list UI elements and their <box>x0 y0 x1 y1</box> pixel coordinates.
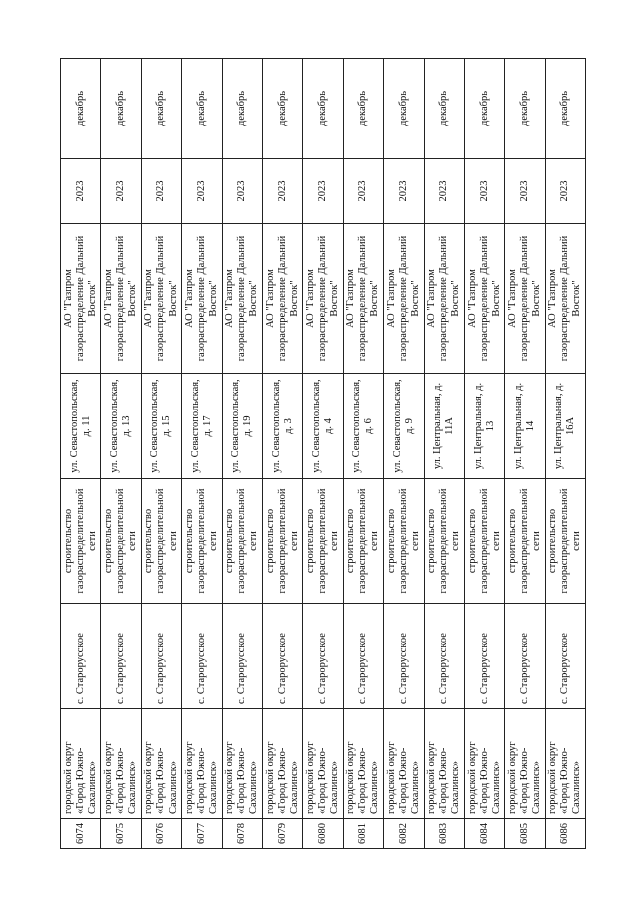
organization-cell: АО "Газпром газораспределение Дальний Восток" <box>101 224 141 374</box>
locality-cell: с. Старорусское <box>545 604 585 709</box>
locality-cell: с. Старорусское <box>464 604 504 709</box>
organization-cell: АО "Газпром газораспределение Дальний Восток" <box>343 224 383 374</box>
table-row <box>505 59 545 849</box>
work-type-cell: строительство газораспределительной сети <box>303 479 343 604</box>
row-number: 6083 <box>424 819 464 849</box>
work-type-cell: строительство газораспределительной сети <box>222 479 262 604</box>
locality-cell: с. Старорусское <box>262 604 302 709</box>
locality-cell: с. Старорусское <box>61 604 101 709</box>
work-type-cell: строительство газораспределительной сети <box>262 479 302 604</box>
organization-cell: АО "Газпром газораспределение Дальний Восток" <box>464 224 504 374</box>
table-row <box>262 59 302 849</box>
organization-cell: АО "Газпром газораспределение Дальний Восток" <box>141 224 181 374</box>
locality-cell: с. Старорусское <box>182 604 222 709</box>
municipality-cell: городской округ «Город Южно-Сахалинск» <box>505 709 545 819</box>
month-cell: декабрь <box>141 59 181 159</box>
table-row <box>303 59 343 849</box>
municipality-cell: городской округ «Город Южно-Сахалинск» <box>262 709 302 819</box>
year-cell: 2023 <box>505 159 545 224</box>
month-cell: декабрь <box>262 59 302 159</box>
year-cell: 2023 <box>343 159 383 224</box>
locality-cell: с. Старорусское <box>384 604 424 709</box>
address-cell: ул. Севастопольская, д. 11 <box>61 374 101 479</box>
work-type-cell: строительство газораспределительной сети <box>424 479 464 604</box>
work-type-cell: строительство газораспределительной сети <box>343 479 383 604</box>
year-cell: 2023 <box>101 159 141 224</box>
municipality-cell: городской округ «Город Южно-Сахалинск» <box>222 709 262 819</box>
organization-cell: АО "Газпром газораспределение Дальний Восток" <box>222 224 262 374</box>
table-row <box>182 59 222 849</box>
month-cell: декабрь <box>545 59 585 159</box>
month-cell: декабрь <box>182 59 222 159</box>
municipality-cell: городской округ «Город Южно-Сахалинск» <box>384 709 424 819</box>
work-type-cell: строительство газораспределительной сети <box>101 479 141 604</box>
row-number: 6086 <box>545 819 585 849</box>
organization-cell: АО "Газпром газораспределение Дальний Восток" <box>61 224 101 374</box>
address-cell: ул. Центральная, д. 13 <box>464 374 504 479</box>
organization-cell: АО "Газпром газораспределение Дальний Восток" <box>424 224 464 374</box>
work-type-cell: строительство газораспределительной сети <box>505 479 545 604</box>
month-cell: декабрь <box>303 59 343 159</box>
table-row <box>545 59 585 849</box>
organization-cell: АО "Газпром газораспределение Дальний Восток" <box>384 224 424 374</box>
municipality-cell: городской округ «Город Южно-Сахалинск» <box>182 709 222 819</box>
address-cell: ул. Центральная, д. 16А <box>545 374 585 479</box>
address-cell: ул. Севастопольская, д. 3 <box>262 374 302 479</box>
month-cell: декабрь <box>343 59 383 159</box>
year-cell: 2023 <box>61 159 101 224</box>
year-cell: 2023 <box>464 159 504 224</box>
municipality-cell: городской округ «Город Южно-Сахалинск» <box>141 709 181 819</box>
table-row <box>384 59 424 849</box>
locality-cell: с. Старорусское <box>303 604 343 709</box>
table-row <box>424 59 464 849</box>
address-cell: ул. Севастопольская, д. 9 <box>384 374 424 479</box>
month-cell: декабрь <box>384 59 424 159</box>
month-cell: декабрь <box>424 59 464 159</box>
locality-cell: с. Старорусское <box>141 604 181 709</box>
address-cell: ул. Севастопольская, д. 19 <box>222 374 262 479</box>
work-type-cell: строительство газораспределительной сети <box>384 479 424 604</box>
municipality-cell: городской округ «Город Южно-Сахалинск» <box>343 709 383 819</box>
address-cell: ул. Севастопольская, д. 15 <box>141 374 181 479</box>
organization-cell: АО "Газпром газораспределение Дальний Восток" <box>182 224 222 374</box>
address-cell: ул. Центральная, д. 14 <box>505 374 545 479</box>
locality-cell: с. Старорусское <box>505 604 545 709</box>
locality-cell: с. Старорусское <box>222 604 262 709</box>
row-number: 6080 <box>303 819 343 849</box>
table-row <box>61 59 101 849</box>
year-cell: 2023 <box>384 159 424 224</box>
municipality-cell: городской округ «Город Южно-Сахалинск» <box>545 709 585 819</box>
month-cell: декабрь <box>464 59 504 159</box>
locality-cell: с. Старорусское <box>101 604 141 709</box>
row-number: 6081 <box>343 819 383 849</box>
month-cell: декабрь <box>101 59 141 159</box>
work-type-cell: строительство газораспределительной сети <box>61 479 101 604</box>
address-cell: ул. Севастопольская, д. 6 <box>343 374 383 479</box>
organization-cell: АО "Газпром газораспределение Дальний Восток" <box>505 224 545 374</box>
municipality-cell: городской округ «Город Южно-Сахалинск» <box>424 709 464 819</box>
municipality-cell: городской округ «Город Южно-Сахалинск» <box>101 709 141 819</box>
table-row <box>343 59 383 849</box>
locality-cell: с. Старорусское <box>343 604 383 709</box>
work-type-cell: строительство газораспределительной сети <box>182 479 222 604</box>
row-number: 6084 <box>464 819 504 849</box>
month-cell: декабрь <box>61 59 101 159</box>
table-body <box>61 59 586 849</box>
municipality-cell: городской округ «Город Южно-Сахалинск» <box>464 709 504 819</box>
table-row <box>222 59 262 849</box>
work-type-cell: строительство газораспределительной сети <box>141 479 181 604</box>
table-row <box>101 59 141 849</box>
row-number: 6079 <box>262 819 302 849</box>
municipality-cell: городской округ «Город Южно-Сахалинск» <box>61 709 101 819</box>
rotated-page <box>60 59 586 849</box>
month-cell: декабрь <box>505 59 545 159</box>
locality-cell: с. Старорусское <box>424 604 464 709</box>
row-number: 6076 <box>141 819 181 849</box>
organization-cell: АО "Газпром газораспределение Дальний Восток" <box>545 224 585 374</box>
work-type-cell: строительство газораспределительной сети <box>464 479 504 604</box>
table-row <box>141 59 181 849</box>
row-number: 6078 <box>222 819 262 849</box>
address-cell: ул. Севастопольская, д. 13 <box>101 374 141 479</box>
gas-network-table <box>60 58 586 849</box>
work-type-cell: строительство газораспределительной сети <box>545 479 585 604</box>
row-number: 6075 <box>101 819 141 849</box>
year-cell: 2023 <box>545 159 585 224</box>
year-cell: 2023 <box>222 159 262 224</box>
year-cell: 2023 <box>262 159 302 224</box>
row-number: 6085 <box>505 819 545 849</box>
row-number: 6082 <box>384 819 424 849</box>
row-number: 6077 <box>182 819 222 849</box>
address-cell: ул. Севастопольская, д. 17 <box>182 374 222 479</box>
year-cell: 2023 <box>182 159 222 224</box>
organization-cell: АО "Газпром газораспределение Дальний Восток" <box>303 224 343 374</box>
address-cell: ул. Севастопольская, д. 4 <box>303 374 343 479</box>
table-row <box>464 59 504 849</box>
row-number: 6074 <box>61 819 101 849</box>
month-cell: декабрь <box>222 59 262 159</box>
organization-cell: АО "Газпром газораспределение Дальний Восток" <box>262 224 302 374</box>
year-cell: 2023 <box>303 159 343 224</box>
municipality-cell: городской округ «Город Южно-Сахалинск» <box>303 709 343 819</box>
year-cell: 2023 <box>141 159 181 224</box>
year-cell: 2023 <box>424 159 464 224</box>
address-cell: ул. Центральная, д. 11А <box>424 374 464 479</box>
